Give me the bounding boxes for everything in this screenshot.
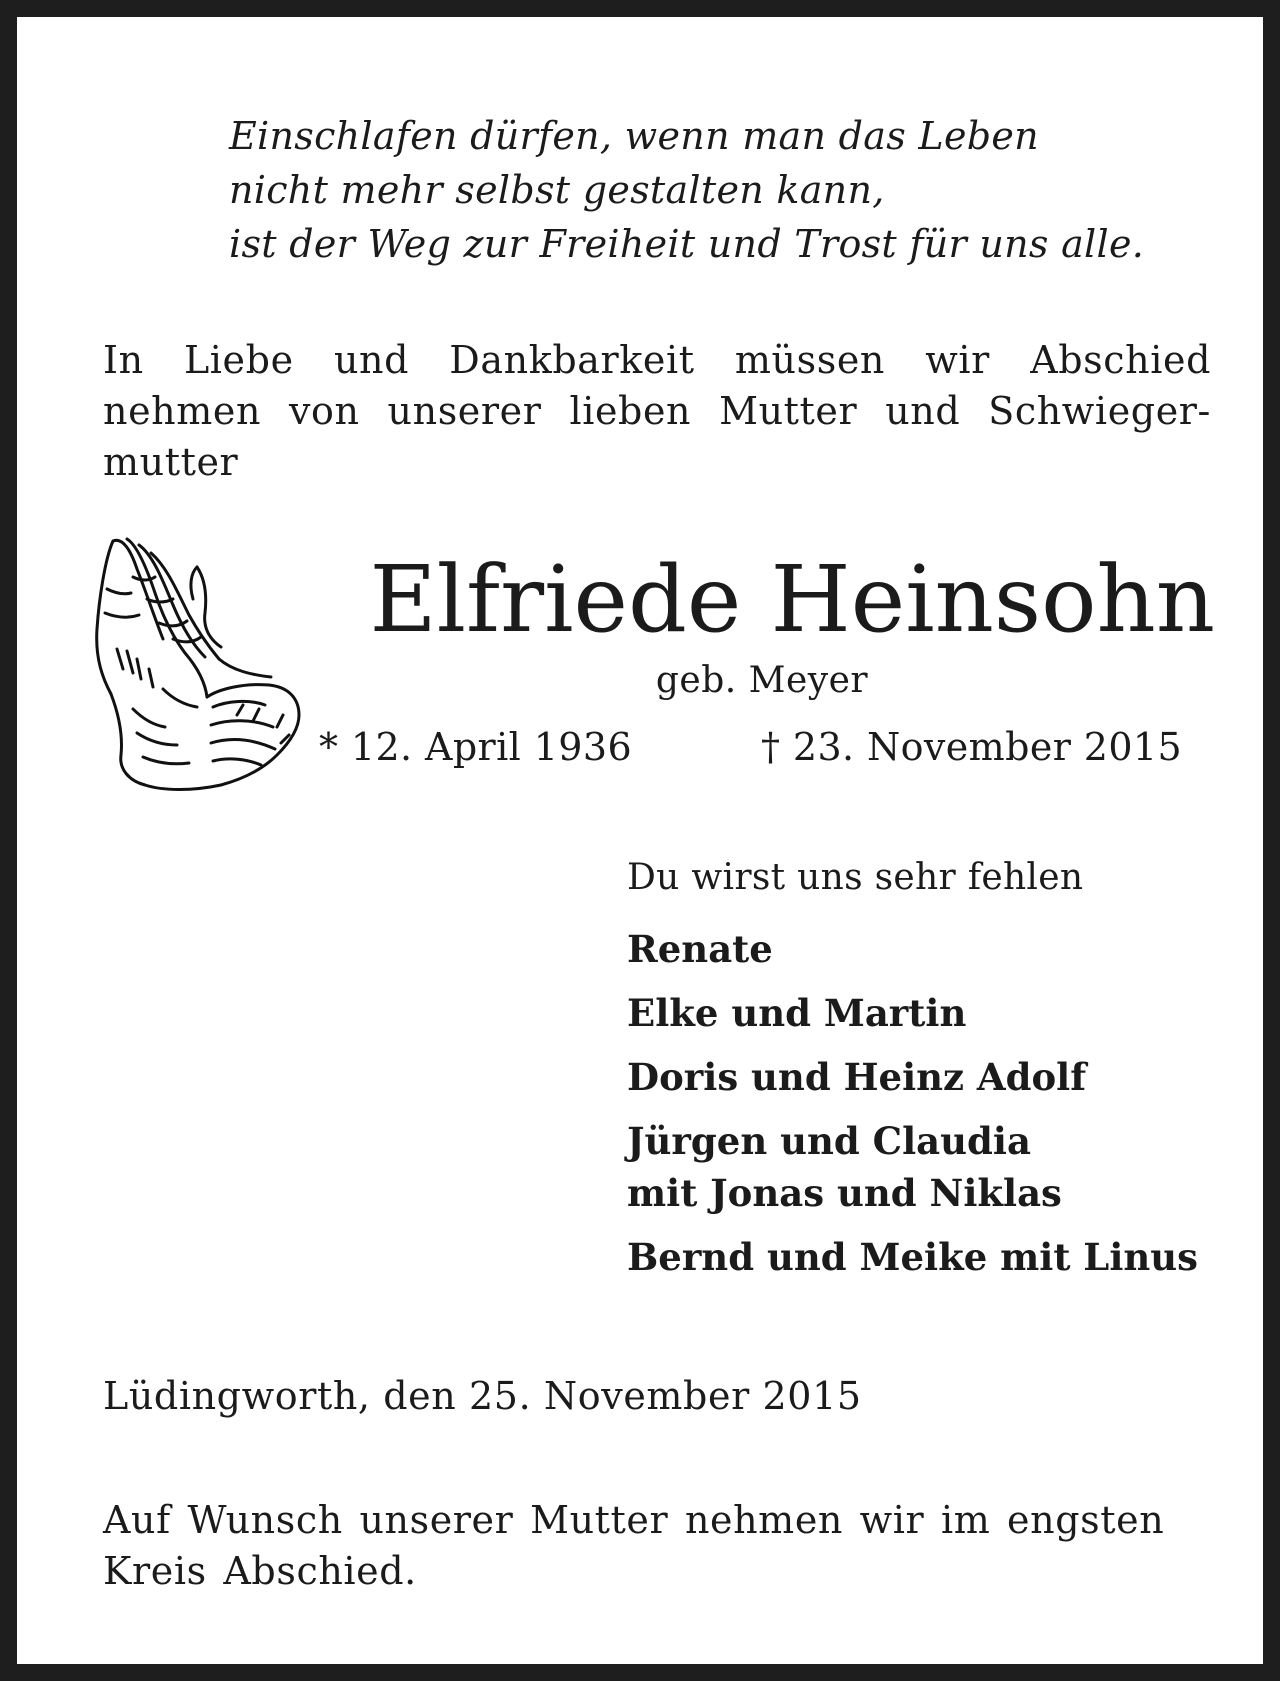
motto-line: nicht mehr selbst gestalten kann, <box>229 168 885 212</box>
mourner-entry <box>627 987 1227 1039</box>
mourner-name: Doris und Heinz Adolf <box>627 1055 1087 1099</box>
mourner-name: Jürgen und Claudia <box>627 1119 1031 1163</box>
intro-text <box>103 335 1211 488</box>
intro-line: mutter <box>103 440 239 484</box>
motto-verse <box>229 109 1229 271</box>
mourner-entry <box>627 1231 1227 1283</box>
intro-line: nehmen von unserer lieben Mutter und Schwieger- <box>103 389 1211 433</box>
death-date: † 23. November 2015 <box>761 725 1183 769</box>
deceased-name: Elfriede Heinsohn <box>369 546 1215 653</box>
mourner-entry <box>627 923 1227 975</box>
mourner-entry <box>627 1115 1227 1219</box>
mourner-name: Renate <box>627 927 773 971</box>
place-date: Lüdingworth, den 25. November 2015 <box>103 1374 862 1418</box>
funeral-note: Auf Wunsch unserer Mutter nehmen wir im engsten Kreis Abschied. <box>103 1498 1165 1593</box>
birth-date: * 12. April 1936 <box>319 725 633 769</box>
mourner-name-continued: mit Jonas und Niklas <box>627 1171 1062 1215</box>
motto-line: ist der Weg zur Freiheit und Trost für uns alle. <box>229 222 1145 266</box>
mourner-entry <box>627 1051 1227 1103</box>
praying-hands-icon <box>93 529 307 795</box>
maiden-name: geb. Meyer <box>655 660 869 701</box>
mourner-name: Elke und Martin <box>627 991 967 1035</box>
farewell-line: Du wirst uns sehr fehlen <box>627 857 1084 898</box>
motto-line: Einschlafen dürfen, wenn man das Leben <box>229 114 1039 158</box>
intro-line: In Liebe und Dankbarkeit müssen wir Abschied <box>103 338 1211 382</box>
mourners-list <box>627 923 1227 1295</box>
mourner-name: Bernd und Meike mit Linus <box>627 1235 1199 1279</box>
